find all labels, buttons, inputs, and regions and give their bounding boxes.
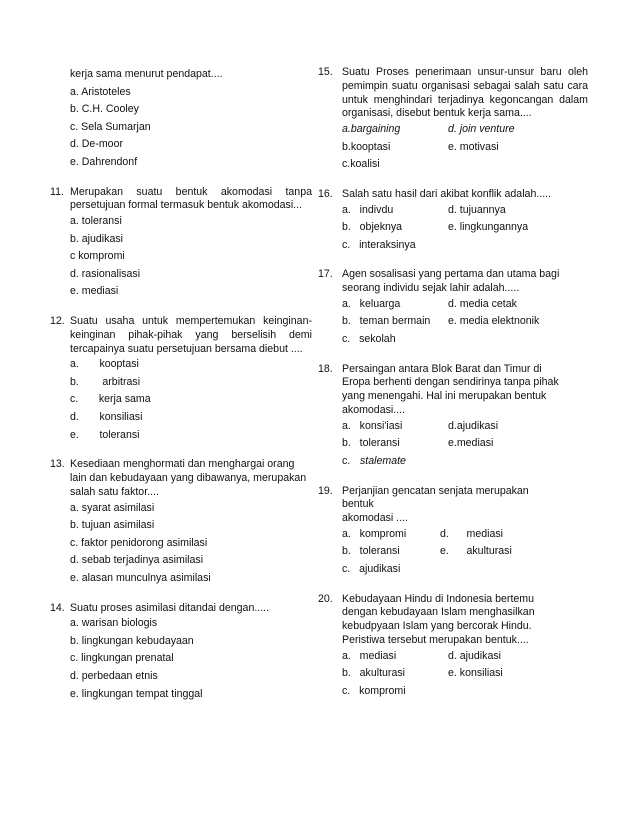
option-a: a.bargaining — [342, 122, 401, 135]
option: e. Dahrendonf — [70, 155, 138, 168]
question-text-line: Eropa berhenti dengan sendirinya tanpa pihak — [342, 376, 559, 389]
question-number: 19. — [318, 484, 333, 497]
question-15 — [318, 66, 588, 174]
option-d: d. join venture — [448, 122, 515, 135]
option-d: d.ajudikasi — [448, 419, 499, 432]
option: b. ajudikasi — [70, 232, 123, 245]
option-b: b. akulturasi — [342, 667, 406, 680]
option-c: c.koalisi — [342, 158, 380, 171]
option: c. faktor penidorong asimilasi — [70, 536, 208, 549]
option: e. alasan munculnya asimilasi — [70, 571, 211, 584]
option: d. perbedaan etnis — [70, 670, 158, 683]
question-number: 14. — [50, 601, 65, 614]
left-column — [50, 66, 312, 703]
question-text-line: akomodasi .... — [342, 512, 408, 525]
option: b. lingkungan kebudayaan — [70, 634, 194, 647]
question-text-line: akomodasi.... — [342, 404, 406, 416]
option-d: d. mediasi — [440, 527, 503, 540]
question-text-line: yang menengahi. Hal ini merupakan bentuk — [342, 390, 547, 403]
question-11 — [50, 186, 312, 302]
option-a: a. indivdu — [342, 203, 394, 216]
question-text: Suatu Proses penerimaan unsur-unsur baru oleh pemimpin suatu organisasi sebagai salah satu cara untuk menghindari terjadinya kegoncangan dalam organisasi, disebut bentuk kerja sama.... — [342, 66, 588, 120]
option-e: e. media elektnonik — [448, 315, 540, 328]
question-number: 18. — [318, 362, 333, 375]
question-10-continuation — [50, 66, 312, 172]
option-e: e. motivasi — [448, 140, 499, 153]
option-d: d. tujuannya — [448, 203, 506, 216]
option: a. Aristoteles — [70, 85, 131, 98]
question-number: 11. — [50, 185, 64, 198]
option: e. toleransi — [70, 428, 140, 441]
option: a. kooptasi — [70, 358, 139, 371]
option-b: b. toleransi — [342, 545, 400, 558]
option: c. Sela Sumarjan — [70, 120, 151, 133]
option-e: e. konsiliasi — [448, 667, 503, 680]
option: d. sebab terjadinya asimilasi — [70, 554, 204, 567]
option: b. arbitrasi — [70, 375, 141, 388]
option-c-letter: c. — [342, 454, 351, 467]
question-text: Salah satu hasil dari akibat konflik adalah..... — [342, 187, 552, 200]
question-number: 12. — [50, 315, 65, 328]
option: e. mediasi — [70, 285, 119, 298]
option: a. syarat asimilasi — [70, 501, 155, 514]
question-19 — [318, 485, 588, 579]
question-text: Suatu usaha untuk mempertemukan keinginan-keinginan pihak-pihak yang berselisih demi tercapainya suatu persetujuan bersama diebut .... — [70, 315, 312, 355]
question-16 — [318, 188, 588, 255]
question-text-line: Peristiwa tersebut merupakan bentuk.... — [342, 633, 529, 646]
option-a: a. mediasi — [342, 649, 397, 662]
question-number: 13. — [50, 458, 65, 471]
question-text-line: dengan kebudayaan Islam menghasilkan — [342, 606, 535, 619]
question-number: 20. — [318, 592, 333, 605]
question-text-line: Perjanjian gencatan senjata merupakan — [342, 484, 529, 497]
question-text-line: Kebudayaan Hindu di Indonesia bertemu — [342, 592, 535, 605]
option-e: e.mediasi — [448, 437, 494, 450]
question-number: 16. — [318, 187, 333, 200]
option: d. konsiliasi — [70, 411, 143, 424]
option: b. tujuan asimilasi — [70, 519, 155, 532]
option-a: a. kompromi — [342, 527, 407, 540]
option: c. kerja sama — [70, 393, 151, 406]
option-a: a. keluarga — [342, 297, 401, 310]
option: e. lingkungan tempat tinggal — [70, 687, 203, 700]
question-text-line: kebudpyaan Islam yang bercorak Hindu. — [342, 620, 532, 633]
option: d. De-moor — [70, 138, 123, 151]
question-text-line: Persaingan antara Blok Barat dan Timur di — [342, 362, 542, 375]
option-b: b. teman bermain — [342, 315, 431, 328]
right-column — [318, 66, 588, 700]
option-d: d. media cetak — [448, 297, 517, 310]
question-number: 15. — [318, 66, 333, 78]
question-20 — [318, 593, 588, 701]
option-e: e. akulturasi — [440, 545, 512, 558]
question-text: Agen sosalisasi yang pertama dan utama bagi seorang individu sejak lahir adalah..... — [342, 268, 560, 295]
question-number: 17. — [318, 268, 333, 281]
question-text: kerja sama menurut pendapat.... — [70, 67, 223, 80]
question-13 — [50, 458, 312, 587]
option-c: c. sekolah — [342, 333, 396, 346]
option-c: c. ajudikasi — [342, 562, 401, 575]
question-14 — [50, 602, 312, 704]
option-c: c. interaksinya — [342, 238, 416, 251]
option: b. C.H. Cooley — [70, 103, 139, 116]
question-17 — [318, 268, 588, 348]
question-18 — [318, 363, 588, 471]
option-b: b.kooptasi — [342, 140, 391, 153]
option: c kompromi — [70, 250, 125, 263]
option-c: c. kompromi — [342, 684, 406, 697]
option-d: d. ajudikasi — [448, 649, 501, 662]
question-12 — [50, 315, 312, 444]
option: d. rasionalisasi — [70, 267, 141, 280]
option-b: b. objeknya — [342, 221, 403, 234]
question-text: Kesediaan menghormati dan menghargai orang lain dan kebudayaan yang dibawanya, merupakan salah satu faktor.... — [70, 458, 307, 498]
question-text: Merupakan suatu bentuk akomodasi tanpa persetujuan formal termasuk bentuk akomodasi... — [70, 185, 312, 212]
question-text: Suatu proses asimilasi ditandai dengan..... — [70, 601, 270, 614]
option: c. lingkungan prenatal — [70, 652, 174, 665]
question-text-line: bentuk — [342, 498, 374, 511]
option-b: b. toleransi — [342, 437, 400, 450]
option-c: stalemate — [360, 454, 406, 467]
option-a: a. konsi'iasi — [342, 419, 403, 432]
option: a. warisan biologis — [70, 617, 158, 630]
option-e: e. lingkungannya — [448, 221, 529, 234]
option: a. toleransi — [70, 215, 122, 227]
